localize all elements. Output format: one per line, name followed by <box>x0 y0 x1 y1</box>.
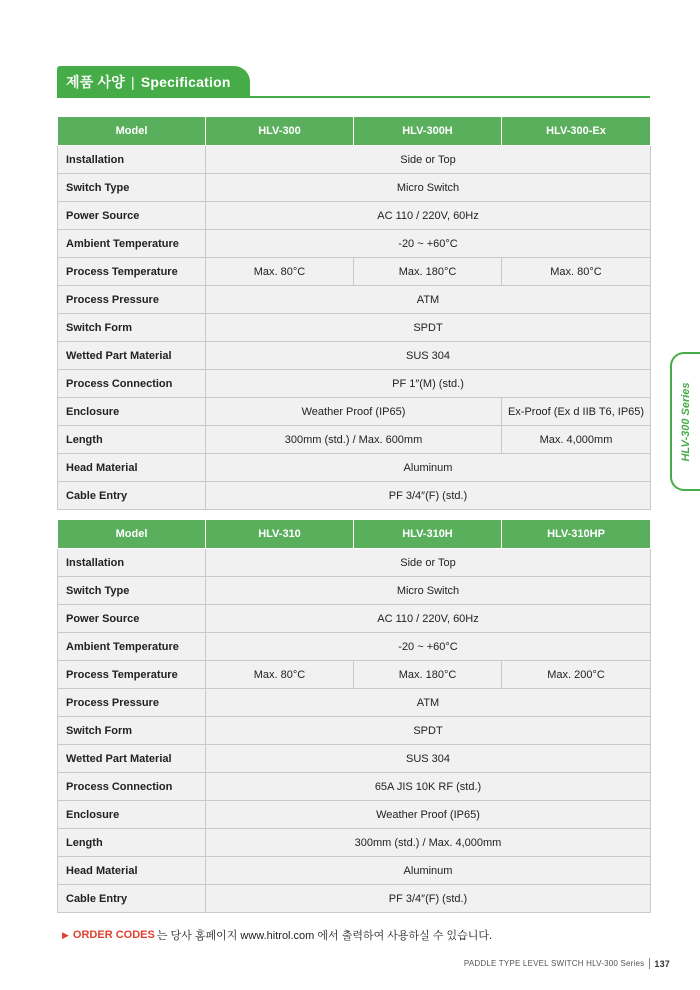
table-cell: Max. 4,000mm <box>502 426 651 454</box>
row-label: Cable Entry <box>58 482 206 510</box>
row-label: Power Source <box>58 202 206 230</box>
table-cell: SPDT <box>206 314 651 342</box>
row-label: Wetted Part Material <box>58 745 206 773</box>
header-hlv-300-ex: HLV-300-Ex <box>502 117 651 146</box>
table-row <box>58 314 651 342</box>
table-row <box>58 689 651 717</box>
page-number: 137 <box>654 958 670 969</box>
table-row <box>58 577 651 605</box>
table-row <box>58 801 651 829</box>
table-cell: Ex-Proof (Ex d IIB T6, IP65) <box>502 398 651 426</box>
footer-divider <box>649 958 650 969</box>
table-row <box>58 426 651 454</box>
table-header-row <box>58 520 651 549</box>
table-cell: SUS 304 <box>206 342 651 370</box>
row-label: Process Connection <box>58 370 206 398</box>
table-cell: Side or Top <box>206 146 651 174</box>
table-row <box>58 773 651 801</box>
table-cell: Max. 80°C <box>206 661 354 689</box>
table-cell: AC 110 / 220V, 60Hz <box>206 202 651 230</box>
row-label: Length <box>58 829 206 857</box>
table-row <box>58 885 651 913</box>
table-row <box>58 398 651 426</box>
row-label: Process Connection <box>58 773 206 801</box>
header-hlv-310hp: HLV-310HP <box>502 520 651 549</box>
order-codes-text: 는 당사 홈페이지 www.hitrol.com 에서 출력하여 사용하실 수 있습니다. <box>156 930 493 942</box>
row-label: Installation <box>58 549 206 577</box>
table-cell: AC 110 / 220V, 60Hz <box>206 605 651 633</box>
row-label: Ambient Temperature <box>58 633 206 661</box>
table-row <box>58 661 651 689</box>
row-label: Process Temperature <box>58 661 206 689</box>
table-row <box>58 146 651 174</box>
table-cell: SPDT <box>206 717 651 745</box>
table-cell: ATM <box>206 689 651 717</box>
table-cell: Side or Top <box>206 549 651 577</box>
table-row <box>58 370 651 398</box>
row-label: Ambient Temperature <box>58 230 206 258</box>
header-hlv-310: HLV-310 <box>206 520 354 549</box>
table-cell: -20 ~ +60°C <box>206 230 651 258</box>
table-cell: Micro Switch <box>206 174 651 202</box>
row-label: Process Temperature <box>58 258 206 286</box>
table-row <box>58 202 651 230</box>
row-label: Switch Type <box>58 577 206 605</box>
table-row <box>58 549 651 577</box>
table-cell: Weather Proof (IP65) <box>206 801 651 829</box>
table-cell: Aluminum <box>206 454 651 482</box>
table-cell: 300mm (std.) / Max. 4,000mm <box>206 829 651 857</box>
row-label: Head Material <box>58 857 206 885</box>
spec-table-hlv-310 <box>57 519 651 913</box>
section-title-separator: | <box>131 73 135 90</box>
row-label: Wetted Part Material <box>58 342 206 370</box>
section-title <box>57 66 250 97</box>
table-row <box>58 342 651 370</box>
row-label: Length <box>58 426 206 454</box>
table-cell: 300mm (std.) / Max. 600mm <box>206 426 502 454</box>
section-title-english: Specification <box>140 73 231 90</box>
table-row <box>58 829 651 857</box>
table-header-row <box>58 117 651 146</box>
section-title-korean: 제품 사양 <box>66 73 125 90</box>
table-row <box>58 454 651 482</box>
row-label: Cable Entry <box>58 885 206 913</box>
table-cell: -20 ~ +60°C <box>206 633 651 661</box>
triangle-right-icon: ▶ <box>62 929 69 940</box>
table-row <box>58 745 651 773</box>
header-hlv-300: HLV-300 <box>206 117 354 146</box>
table-cell: Micro Switch <box>206 577 651 605</box>
table-cell: Weather Proof (IP65) <box>206 398 502 426</box>
table-cell: Max. 180°C <box>354 661 502 689</box>
page-footer <box>464 958 670 969</box>
row-label: Switch Type <box>58 174 206 202</box>
series-side-tab <box>670 352 700 491</box>
table-cell: ATM <box>206 286 651 314</box>
row-label: Power Source <box>58 605 206 633</box>
table-row <box>58 230 651 258</box>
header-hlv-310h: HLV-310H <box>354 520 502 549</box>
table-row <box>58 286 651 314</box>
row-label: Head Material <box>58 454 206 482</box>
table-cell: Max. 80°C <box>206 258 354 286</box>
table-cell: PF 1″(M) (std.) <box>206 370 651 398</box>
table-cell: Max. 180°C <box>354 258 502 286</box>
row-label: Enclosure <box>58 801 206 829</box>
header-model: Model <box>58 520 206 549</box>
header-model: Model <box>58 117 206 146</box>
table-row <box>58 258 651 286</box>
table-row <box>58 605 651 633</box>
table-row <box>58 482 651 510</box>
row-label: Switch Form <box>58 314 206 342</box>
series-side-tab-label: HLV-300 Series <box>680 381 692 462</box>
table-cell: Max. 200°C <box>502 661 651 689</box>
table-cell: PF 3/4″(F) (std.) <box>206 482 651 510</box>
row-label: Process Pressure <box>58 689 206 717</box>
table-cell: PF 3/4″(F) (std.) <box>206 885 651 913</box>
footer-text: PADDLE TYPE LEVEL SWITCH HLV-300 Series <box>463 959 645 968</box>
row-label: Switch Form <box>58 717 206 745</box>
table-row <box>58 174 651 202</box>
table-row <box>58 717 651 745</box>
table-cell: Max. 80°C <box>502 258 651 286</box>
header-hlv-300h: HLV-300H <box>354 117 502 146</box>
order-codes-label: ORDER CODES <box>72 929 155 941</box>
order-codes-note <box>62 927 492 943</box>
table-cell: Aluminum <box>206 857 651 885</box>
row-label: Enclosure <box>58 398 206 426</box>
table-row <box>58 633 651 661</box>
spec-table-hlv-300 <box>57 116 651 510</box>
table-cell: SUS 304 <box>206 745 651 773</box>
title-underline <box>57 96 650 98</box>
row-label: Installation <box>58 146 206 174</box>
table-row <box>58 857 651 885</box>
table-cell: 65A JIS 10K RF (std.) <box>206 773 651 801</box>
row-label: Process Pressure <box>58 286 206 314</box>
